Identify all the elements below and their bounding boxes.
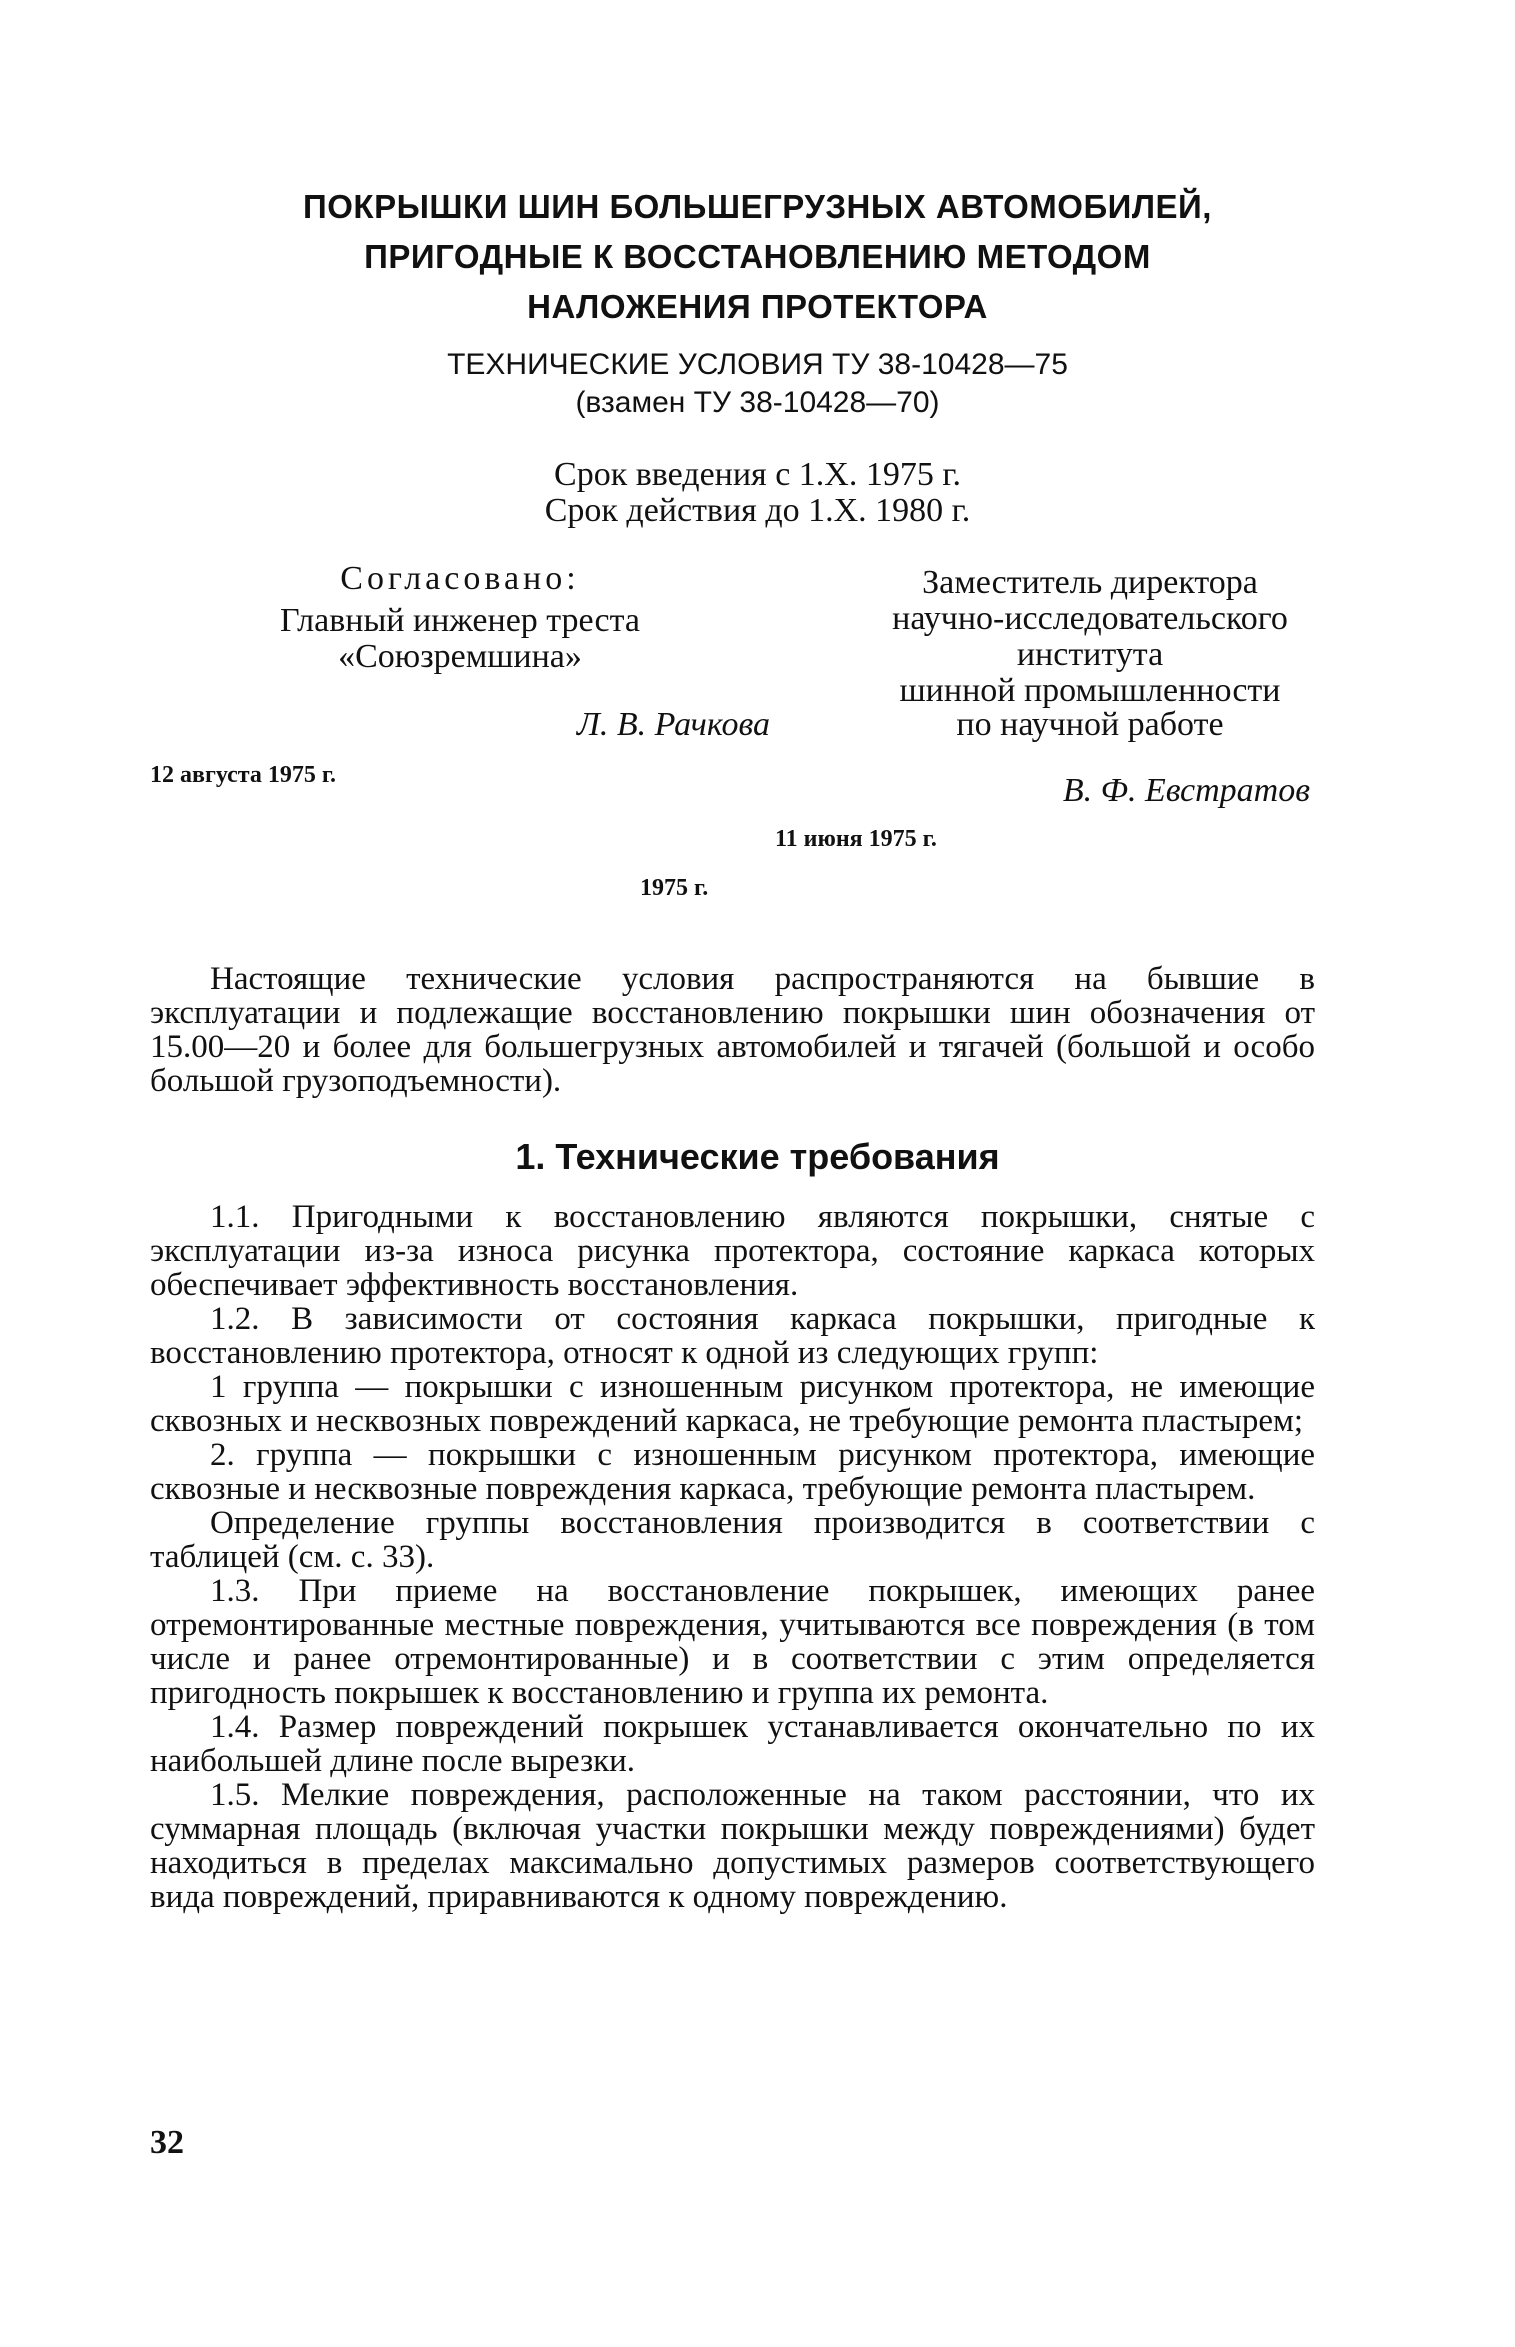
right-approval-date: 11 июня 1975 г. <box>775 826 937 852</box>
spec-line: ТЕХНИЧЕСКИЕ УСЛОВИЯ ТУ 38-10428—75 <box>447 348 1068 381</box>
right-position-line-4: шинной промышленности <box>899 672 1281 709</box>
right-position-line-2: научно-исследовательского <box>892 600 1288 637</box>
paragraph-group-1: 1 группа — покрышки с изношенным рисунком протектора, не имеющие сквозных и несквозных повреждений каркаса, не требующие ремонта пластырем; <box>150 1369 1315 1439</box>
intro-date: Срок введения с 1.X. 1975 г. <box>554 456 961 493</box>
intro-paragraph: Настоящие технические условия распространяются на бывшие в эксплуатации и подлежащие восстановлению покрышки шин обозначения от 15.00—20 и более для большегрузных автомобилей и тягачей (большой и особо большой грузоподъемности). <box>150 961 1315 1099</box>
replaces-line: (взамен ТУ 38-10428—70) <box>575 386 940 419</box>
paragraph-1-5: 1.5. Мелкие повреждения, расположенные на таком расстоянии, что их суммарная площадь (включая участки покрышки между повреждениями) будет находиться в пределах максимально допустимых размеров соответствующего вида повреждений, приравниваются к одному повреждению. <box>150 1777 1315 1915</box>
document-title-line-3: НАЛОЖЕНИЯ ПРОТЕКТОРА <box>527 288 988 325</box>
paragraph-1-1: 1.1. Пригодными к восстановлению являются покрышки, снятые с эксплуатации из-за износа рисунка протектора, состояние каркаса которых обеспечивает эффективность восстановления. <box>150 1199 1315 1303</box>
right-position-line-5: по научной работе <box>956 706 1224 743</box>
page-number: 32 <box>150 2124 184 2161</box>
left-position-line-1: Главный инженер треста <box>280 602 640 639</box>
document-title-line-1: ПОКРЫШКИ ШИН БОЛЬШЕГРУЗНЫХ АВТОМОБИЛЕЙ, <box>303 188 1212 225</box>
document-title-line-2: ПРИГОДНЫЕ К ВОССТАНОВЛЕНИЮ МЕТОДОМ <box>364 238 1151 275</box>
right-signatory-name: В. Ф. Евстратов <box>1062 772 1310 809</box>
section-heading: 1. Технические требования <box>515 1136 1000 1177</box>
expiry-date: Срок действия до 1.X. 1980 г. <box>544 492 971 529</box>
right-position-line-1: Заместитель директора <box>922 564 1258 601</box>
paragraph-1-2: 1.2. В зависимости от состояния каркаса покрышки, пригодные к восстановлению протектора, относят к одной из следующих групп: <box>150 1301 1315 1371</box>
right-position-line-3: института <box>1016 636 1164 673</box>
left-signatory-name: Л. В. Рачкова <box>576 706 770 743</box>
issue-year: 1975 г. <box>640 875 709 901</box>
intro-paragraph-block <box>150 962 1315 1098</box>
paragraph-group-definition: Определение группы восстановления производится в соответствии с таблицей (см. с. 33). <box>150 1505 1315 1575</box>
section-body <box>150 1200 1315 1914</box>
approval-heading: Согласовано: <box>340 560 580 597</box>
paragraph-1-4: 1.4. Размер повреждений покрышек устанавливается окончательно по их наибольшей длине после вырезки. <box>150 1709 1315 1779</box>
paragraph-group-2: 2. группа — покрышки с изношенным рисунком протектора, имеющие сквозные и несквозные повреждения каркаса, требующие ремонта пластырем. <box>150 1437 1315 1507</box>
left-position-line-2: «Союзремшина» <box>338 638 582 675</box>
left-approval-date: 12 августа 1975 г. <box>150 762 337 788</box>
paragraph-1-3: 1.3. При приеме на восстановление покрышек, имеющих ранее отремонтированные местные повреждения, учитываются все повреждения (в том числе и ранее отремонтированные) и в соответствии с этим определяется пригодность покрышек к восстановлению и группа их ремонта. <box>150 1573 1315 1711</box>
